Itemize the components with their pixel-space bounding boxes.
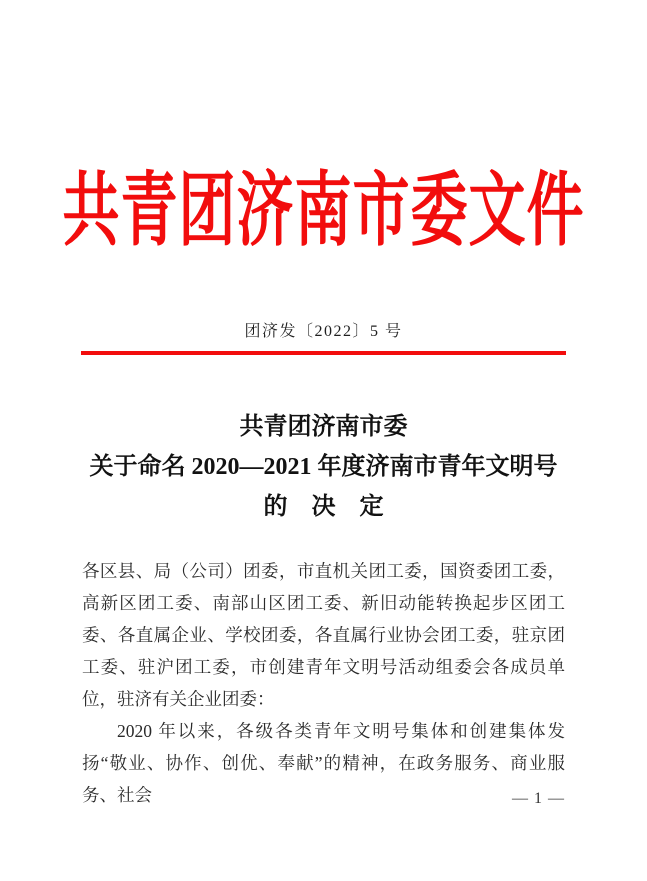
document-title [0,407,647,527]
document-title-line3: 的 决 定 [263,494,384,520]
red-divider-line [81,351,566,355]
document-body [82,555,565,811]
red-letterhead-title: 共青团济南市委文件 [62,167,585,257]
body-paragraph-addressees: 各区县、局（公司）团委，市直机关团工委，国资委团工委，高新区团工委、南部山区团工委、新旧动能转换起步区团工委、各直属企业、学校团委，各直属行业协会团工委，驻京团工委、驻沪团工委，市创建青年文明号活动组委会各成员单位，驻济有关企业团委： [82,561,565,709]
document-title-line2: 关于命名 2020—2021 年度济南市青年文明号 [89,454,558,480]
page-number: — 1 — [512,790,565,807]
document-title-line1: 共青团济南市委 [239,414,408,440]
document-number: 团济发〔2022〕5 号 [244,323,403,340]
body-paragraph-opening: 2020 年以来，各级各类青年文明号集体和创建集体发扬“敬业、协作、创优、奉献”的精神，在政务服务、商业服务、社会 [82,721,565,805]
